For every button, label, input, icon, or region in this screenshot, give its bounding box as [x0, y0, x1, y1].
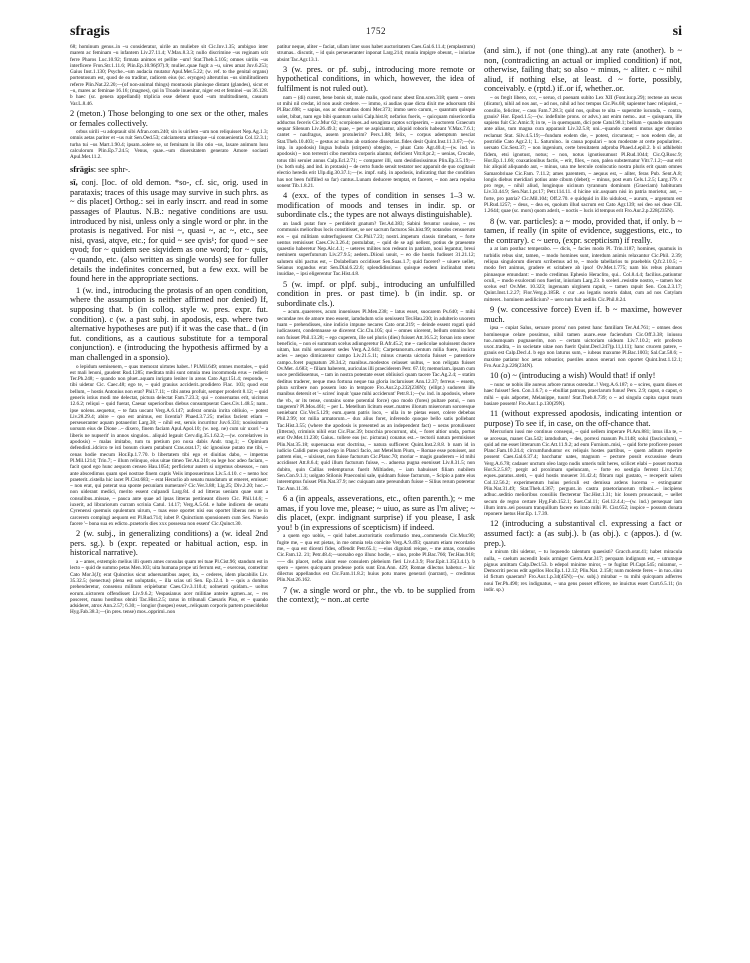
- si-sense-6-definition: 6 a (in appeals, asseverations, etc., often parenth.); ~ me amas, if you love me, please; ~ uiuo, as sure as I'm alive; ~ dis placet, (expr. indignant surprise) if you please, I ask you! b (in expressions of scepticism) if indeed.: [277, 493, 475, 532]
- si-sense-4-citations: an laudi putat fore ~ perdiderit gnatum? Ter.Ad.383; Sabini feruntur uouisse, ~ res communis melioribus locis constitisset, se uer sacrum facturos Sis.hist.99; notandos censuerunt eos ~ qui militiam subterfugissent Cic.Phil.7.23; nostri..impetum classis timebant, ~ forte uentus remisisset Caes.Civ.3.26.4; postulabat, ~ quid de se agi uellent, potius de praesente quaestio haberetur Nep.Alc.4.1; ~ ueteres milites non redeant in patriam, noui legantur, breui neminem superfuturum Liv.27.9.5; aedem..Diioui uouit, ~ eo die hostis fudisset 31.21.12; salutem sibi pactus est, ~ Dolabellam occidisset Sen.Suas.1.7; quid faceret? ~ uiuere uellet, Seianus rogandus erat Sen.Dial.6.22.6; splendidissimus quisque eodem inclinabat metu inuidiae, ~ ipsi eligerentur Tac.Hist.4.8.: [277, 220, 475, 278]
- si-sense-7-definition-continued: (and sim.), if not (one thing)..at any rate (another). b ~ non, (contradicting an actual or implied condition) if not, otherwise, failing that; so also ~ minus, ~ aliter. c ~ nihil aliud, if nothing else, at least. d ~ forte, possibly, conceivably. e (rptd.) if..or if, whether..or.: [484, 46, 682, 94]
- si-sense-1-citations: o lepidum semisenem, ~ quas memorat uirtutes habet..! Pl.Mil.649; omnes mortales, ~ quid est mali lenoni, gaudent Rud.1285; meditata mihi sunt omnia mea incommoda erus ~ redierit Ter.Ph.248; ~ quando non pluet..aquam inrigato leniter in areas Cato Agr.151.4; responde, ~ tibi uidetur Cic. Caec.48; ego te, ~ quid grauius acciderit..prodidero Flac. 103; quod erat bellum, ~ hostis Antonius non erat? Phil.7.11; ~ tibi antea profuit, semper proderit 8.12; ~ quid generis istius modi me delectat, pictura delectat Fam.7.23.3; qui ~ conseruatus erit, uicimus 12.6.2; reliqui ~ quid fuerat, Caesar superioribus diebus consumpserat Caes.Civ.1.48.5; nam.. ipse uolens..sequetur, ~ te fata uocant Verg.A.6.147; auferat omnia inrita obliuio, ~ potest Liv.28.29.4; abire ~ quo est animus, est licentia? Phaed.3.7.25; melius facient etiam ~ perseueranter aquam potauerint Larg.38; ~ nihil est, seruis incurritur Juv.6.331; nouissimum uorsum eius de Dione ..~ dixero, finem faciam Apul.Apol.10; (w. neg. ne) cum uir uxori '~ a liberis ne nupserit' in annos singulos.. aliquid legauit Cerv.dig.35.1.62.2;—(w. correlatives in apodosis) ~ malas imitabo, tum tu pretium pro noxa dabis Andr. trag.1; ~ Opimium defendisti..idcirco te isti bonum ciuem putabunt Cras.orat.17; sic ignouisse putato me tibi, ~ cenas hodie mecum Hor.Ep.1.7.70. b libertatem tibi ego et diuitias dabo, ~ impetras Pl.Mil.1214; Trin.7; ~ illum relinquo, eius uitae timeo Ter.An.210; ea lege hoc adeo faciam, ~ facit quod ego hunc aequom censeo Hau.1054; perficietur autem si urgemus obsessos, ~ non ante abscedimus quam spei nostrae finem captis Veiis imposuerimus Liv.5.4.10. c ~ nemo hoc praeterit..cistella hic iacet Pl.Cist.683; ~ erat Heraclio ab senatu mandatum ut emeret, emisset: ~ non erat, qui poterat sua sponte pecuniam numerare? Cic.Ver.3.88; Lig.25; Div.2.20; hoc..~ non uiderant medici, merito essent culpandi Larg.84. d ad litteras ueniam quae sunt a consulibus..missae, ~ pauca ante quae ad ipsas litteras pertineant dixero Cic. Phil.14.6; ~ iuxerit, ad librariorum curram scrinia Catul. 14.17; Verg.A.5.64. e habe indicem de senatu Cyrenensi quemuis opulentum uirum, ~ tuas esse oportet nisi eas oportet liberas neu te in carcerem compingi aequom est Pl.Rud.714; iubet P. Quinctium sponsionem cum Sex. Naeuio facere '~ bona sua ex edicto..praetoris dies xxx possessa non essent' Cic.Quinct.30.: [70, 363, 268, 527]
- si-sense-2-citations: a ~ ames, extemplo melius illi quem ames consulas quam rei tuae Pl.Cist.96; standum est in lecto ~ quid de summo petas Men.103; uita humana prope uti ferrum est, ~ exerceas, conteritur Cato Mor.3(J); erat Quinctius sicut aduersantibus asper, ita, ~ cederes, idem placabilis Liv. 35.32.5; (senectus) plena est uoluptatis, ~ illa scias uti Sen. Ep.12.4. b ~ quis a domino prehenderetur, consensu militum eripiebatur Caes.Civ.3.110.4; uolnerati quidam..~ uoltus eorum..uictorem offendisset Liv.9.6.2; Vespasianus acer militiae anteire agmen..ac, ~ res posceret, manu hostibus obniti Tac.Hist.2.5; rarus in tribunali Caesaris Piso, et ~ quando adsideret, atrox Ann.2.57; 6.30; ~ longior (hospes) esset,..reliquam corporis partem praecidebat Hyg.Fab.38.3;—(in pres. tense) mos..opprimi..non: [70, 559, 268, 616]
- si-sense-6-citations: a quem ego uobis, ~ quid habet..auctoritatis confirmatio mea,..commendo Cic.Mur.90; fugite me, ~ qua est pietas, in me omnia tela conicite Verg.A.9.493; quarum etiam recordatio me, ~ qua est dicenti fides, offendit Petr.65.1; —eius dignitati reique, ~ me amas, consules Cic.Fam.12. 21; Petr.48.4;—uorsabo ego illunc hodie, ~ uiuo, probe Pl.Bac.766; Ter.Hau.918;—~ dis placet, nefas aiunt esse consulem plebeium fieri Liv.4.3.9; Flor.Epit.1.35(3.4.1). b spero ~ speres quicquam prodesse potis sunt Enn.Ann. 429; Romae dilectus habetur..~ hic dilectus appellandus est Cic.Fam.11.8.2; huius potu mares generari (narrant), ~ credimus Plin.Nat.26.162.: [277, 533, 475, 584]
- si-sense-10-citations: ~ nunc se nobis ille aureus arbore ramus ostendat..! Verg.A.6.187; o ~ scires, quam diues et haec fuisset! Sen. Con.1.6.7; o ~ ebulliat patruus, praeclarum funus! Pers. 2.9; caput, o caput, o mihi ~ quis adportet, Melanippe, tuum! Stat.Theb.8.739; o ~ ad singula capita caput tuum basiare possem! Fro.Aur.1.p.130(29N).: [484, 381, 682, 407]
- si-sense-11-definition: 11 (without expressed apodosis, indicating intention or purpose) To see if, in case, on the off-chance that.: [484, 409, 682, 428]
- running-header: [70, 24, 682, 40]
- entry-si-intro: [70, 178, 268, 284]
- si-sense-5-definition: 5 (w. impf. or plpf. subj., introducing an unfulfilled condition in pres. or past time). b (in indir. sp. or subordinate cls.).: [277, 279, 475, 308]
- si-sense-1-definition: 1 (w. ind., introducing the protasis of an open condition, where the assumption is neither affirmed nor denied) If, supposing that. b (in colloq. style w. pres. expr. fut. condition). c (w. a past subj. in apodosis, esp. where two alternative hypotheses are put) if it was the case that.. d (in fut. conditions, as a cautious substitute for a temporal conjunction). e (introducing the hypothesis affirmed by a man challenged in a sponsio).: [70, 285, 268, 362]
- si-etymology: conj. [loc. of old demon. *so-, cf. sic, orig. used in parataxis; traces of this usage may survive in such phrs. as ~ dis placet] Orthog.: sei in early inscrr. and read in some passages of Plautus. N.B.: negative conditions are usu. introduced by nisi, unless only a single word or phr. in the protasis is negatived. For nisi ~, quasi ~, ac ~, etc., see nisi, qvasi, atqve, etc.; for quid ~ see qvis¹; for quod ~ see qvod; for ~ quidem see siqvidem as one word; for ~ quis, ~ quando, etc. (also written as single words) see for fuller details the indefinites concerned, but a few exx. will be found here in the appropriate sections.: [70, 178, 268, 284]
- si-sense-12-citations: a mirum tibi uidetur, ~ tu loquendo talentum quaesisti? Gracch.orat.41; habet miracula nulla, ~ caelum ascendit Iouis armiger Germ.Arat.317; perquam indignum est, ~ utrumque pignus amittam Calp.Decl.53. b edepol minime miror, ~ te fugitat Pl.Capt.545; miramur, ~ Democriti pecus edit agellos Hor.Ep.1.12.12; Plin.Nat. 2.158; num moleste feres ~ in tuo..sinu id fictum quaeram? Fro.Aur.1.p.34(45N);—(w. subj.) mirabar ~ tu mihi quicquam adferres noui Ter.Ph.490; rex indignatus, ~ una gens posset efficere, ne inuictus esset Curt.6.5.11; (in indir. sp.): [484, 549, 682, 594]
- si-sense-5-citations: ~ acum..quaereres, acum inuenisses Pl.Men.238; ~ latus esset, suocarem Ps.640; ~ mihi secundae res de amore meo essent, iamdudum scio uenissent Ter.Hau.230; in adulterio uxorem tuam ~ prehendisses, sine indicio impune necares Cato orat.219; ~ deinde essent rogati quid iudicassent, condemnasse se dicerent Cic.Clu.105; qui ~ omnes uicerent, bellum omnino hoc non fuisset Phil.13.28; ~ ego cuperem, ille uel pluris (dies) fuisset Att.16.5.2; forsan isto uterer beneficio, ~ non ei summum scelus adiungeretur B.Afr.45.2; me ~ caelicolae uoluissent ducere uitam, has mihi seruassent sedes Verg.A.2.641; Carpetanorum..centum milia fuere, inuicta acies ~ aequo dimicaretur campo Liv.21.5.11; minus cruenta uictoria fuisset ~ patentiore campo..foret pugnatum 28.34.2; manibus..modestos celasset uultus, ~ non religata fuisset Ov.Met. 4.683; ~ filiam haberem, auriculas illi praeciderem Petr. 67.10; memoriam..ipsam cum uoce perdidissemus, ~ tam in nostra potestate esset obliuisci quam tacere Tac.Ag.2.4; ~ statim deditus traderer, neque mea fortuna neque tua gloria inclaruisset Ann.12.37; ferreus ~ essem, plura scribere non possem isto in tempore Fro.Aur.2.p.232(236N); (ellipt.) sudorem ille manibus detersit et '~ scires' inquit 'quae mihi acciderunt' Petr.8.1;—(w. ind. in apodosis, where the vb., or its tense, contains some potential force) quo modo (fores) pultare potui, ~ non tangerem? Pl.Mos.461; ~ per L. Metellum licitum esset..matres illorum miserorum sororesque ueniebant Cic.Ver.5.129; eum..quem patris loco, ~ ulla in te pietas esset, colere debebas Phil.2.99; tot milia armatorum..~ dux alius foret, inferendo quoque bello satis pollebant Tac.Hist.3.55; (where the apodosis is presented as an independent fact) ~ ueras protulissent (litteras), criminis nihil erat Cic.Flac.39; bracchia procurrunt, ubi, ~ foret altior unda, portus erat Ov.Met.11.230; Gaius.. tollere eas (sc. picturas) conatus est..~ tectorii natura permisisset Plin.Nat.35.18; superuacua erat doctrina, ~ natura sufficeret Quint.Inst.2.8.8. b nam id in iudicio Calidi putes quod ego in Planci facio, aut Metellum Pium, ~ Romae esse potuisset, aut patrem eius, ~ uixisset, non fuisse facturum Cic.Planc.70; moriar ~ magis gauderem ~ id mihi accidisset Att.8.6.4; quid illum facturum fuisse, ~.. aduersa pugna euenisset Liv.8.31.5; non dubito, quin Callias redempturus fuerit Miltiaden, ~ iam habuisset filiam nubilem Sen.Con.9.1.1; uolgato Stilonis Praeconini sale, quidnam fuisse facturum, ~ Scipio a patre eius interemptus fuisset Plin.Nat.37.9; nec cuiquam ante pereundum fuisse ~ Silius rerum poteretur Tac.Ann.11.36.: [277, 309, 475, 492]
- sexus-citations-continued: 68; hominum genus..in ~u consideratur, uirile an muliebre sit Cic.Inv.1.35; ambiguo inter marem ac feminam ~u infantem Liv.27.11.4; V.Max.8.3.3; nullo discrimine ~us reginam scit ferre Pharos Luc.10.92; firmata animos et pellite ~um! Stat.Theb.5.105; omnes uirilis ~us interficere Fron.Str.1.11.6; Plin.Ep.10.96(97).9; mulier..quae fugit a ~u, uires amat Juv.6.253; Gaius Inst.1.130; Psyche..~um audacia mutatur Apul.Met.5.22; (w. ref. to the genital organs) portentosum est, quod de ea traditur, radicem eius (sc. erynges) alterutrius ~us similitudinem referre Plin.Nat.22.20;—(of non-animal things) montuosis planisque distant (glandes), sicut et ~u, mares ac feminae 16.16; (magnes), qui in Troade inuenitur, niger est et feminei ~us 36.128. b haec (sc. genera appellandi) triplicia esse debent quod ~um multitudinem, casuum Var.L.8.46.: [70, 44, 268, 107]
- sense-2-citations: orbus uirili ~u adoptauit sibi Afran.com.240; sin is uirilem ~um non reliquisset Nep.Ag.1.3; omnis aetas pariter et ~us ruit Sen.Oed.53; calciamenta utriusque ~ui conuenientia Col.12.3.1; turba tui ~us Mart.1.90.4; ipsam..solere se, ut feminam in illo otio ~us, laxare animum lusu calculorum Plin.Ep.7.24.5; Venus, quae..~um diuersitatem generato Amore sociasti Apul.Met.11.2.: [70, 129, 268, 161]
- column-3: [484, 44, 682, 944]
- si-sense-12-definition: 12 (introducing a substantival cl. expressing a fact or assumed fact): a (as subj.). b (as obj.). c (appos.). d (w. prep.).: [484, 519, 682, 548]
- right-guide-word: si: [672, 24, 682, 39]
- column-1: [70, 44, 268, 944]
- si-sense-7-definition: 7 (w. a single word or phr., the vb. to be supplied from the context); ~ non..at certe: [277, 585, 475, 605]
- si-sense-3-citations: nam ~ (di) curent, bene bonis sit, male malis, quod nunc abest Enn.scen.318; quem ~ orem ut mihi nil credat, id non ausit credere. — immo, si audias quae dicta dixit me aduorsum tibi Pl.Bac.698; ~ sapias, eas ac decumbas domi Mer.373; immo uero carum, ~ quantum quisque uolet, bibat, nam ego bibi quantum uolui Calp.hist.8; nefarius fueris, ~ quicquam misericordia adductus feceris Cic.Mur 62; scorpiones..ad sexaginta captos scripserim, ~ auctorem Graecum sequar Silenum Liv.26.49.3; quae, ~ per se aspiciantur, aliquid roboris habeant V.Max.7.6.1; cantet ~ naufragus, assem protulerim? Pers.1.88; felix, ~ corpus ademptum nesciat Stat.Theb.10.403; ~ gestus ac uultus ab oratione dissentiat..fides desit Quint.Inst.11.3.67;—(w. imp. in apodosis) lingua bubula (stirpem) obtegito, ~ pluat Cato Agr.40.4;—(w. ind. in apodosis) ~ non terrestri cibo membra corporis alantur, deficient Vitr.8.pr.2; ~ uenias, Crocale, totus tibi seruiet annus Calp.Ecl.2.71; ~ comparer illi, sum desidiosissimus Plin.Ep.3.5.19;—(w. both subj. and ind. in protasis) ~ de certo fundo sensit testator nec apparuit de quo cogitauit electio heredis erit Ulp.dig.30.37.1;—(w. impf. subj. in apodosis, indicating that the condition has not been fulfilled so far) cantus..Lunam deducere temptat, et faceret, ~ non aera repulsa sonent Tib.1.8.21.: [277, 94, 475, 189]
- si-sense-2-citations-continued: patitur neque, aliter ~ faciat, ullam inter suos habet auctoritatem Caes.Gal.6.11.4; (emplastrum) strumas.. discutit, ~ id quis perseueranter inponat Larg.214; munia impigre obeunt, ~ iniuriae absint Tac.Agr.13.1.: [277, 44, 475, 63]
- left-guide-word: sfragis: [70, 24, 110, 39]
- si-sense-3-definition: 3 (w. pres. or pf. subj., introducing more remote or hypothetical conditions, in which, however, the idea of fulfilment is not ruled out).: [277, 64, 475, 94]
- si-sense-9-citations: ipsa ~ cupiat Salus, seruare prorsu' non potest hanc familiam Ter.Ad.761; ~ omnes deos hominesque celare possimus, nihil tamen auare..esse faciendum Cic.Off.3.38; iniussu tuo..numquam pugnauerim, non ~ certam uictoriam uideam Liv.7.10.2; erit profecto uxor..tradita, ~ in societate uitae non fuerit Quint.Decl.247(p.11,l.11); hanc crucem patere, ~ grauis est Calp.Decl.4. b ego non laturus sum, ~ iubeas maxume Pl.Bac.1003; Sal.Cat.58.6; ~ maxime patiatur hoc aetas robustior, pueriles annos onerari non oportet Quint.Inst.1.12.1; Fro.Aur.2.p.226(234N).: [484, 325, 682, 370]
- si-sense-7-citations: ~ os fregit libero, ccc, ~ seruo, cl poenam subito Lex XII (Font.iur.p.29); rectene an secus (dicatur), nihil ad nos aut, ~ ad nos, nihil ad hoc tempus Cic.Pis.68; sapienter haec reliquisti, ~ consilio, feliciter, ~ casu Fam.7.28.3; quid nos, quibus te uita ~ superstite iucunda, ~ contra, grauis? Hor. Epod.1.5;—(w. indefinite prons. or advs.) aut enim nemo.. aut ~ quisquam, ille sapiens fuit Cic.Amic.9; in te, ~ in quemquam, dici pote Catul.98.1; bellum ~ quando umquam ante alias, tum magna cura apparauit Liv.32.5.8; uni..~quando canenti mutus ager domino reclamat Stat. Silv.4.5.19;—fundum eodem die, ~ potest, circumeat; ~ non eodem die, at postridie Cato Agr.2.1; L. Saturnino.. in causa populari ~ non moderate at certe populariter.. uersato Cic.Sest.37; ~ non ingenium, certe breuitatem adproba Phaed.4.epil.2. b si adhibebit fidem, etsi ignotust, notus; ~ non, notus ignotissumust Pl.Rud.1044; Cic.Q.Rosc.9; Hor.Ep.1.1.66; coaxationibus factis, ~ erit, filex, ~ non, palea substernatur Vitr.7.1.2;—aut erit hic aliquid aliquando aut, ~ minus, una me hercule conlocutio nostra pluris erit quam omnes Samarobriuae Cic.Fam. 7.11.2; ames parentem, ~ aequus est, ~ aliter, feras Pub. Sent.A.8; longis diebus meridiari potius ante cibum (debet); ~ minus, post eum Cels.1.2.5; Larg.179. c pro rege, ~ nihil aliud, longinquo uicinum tyrannum dominum (Graeciam) habituram Liv.33.44.9; Sen.Nat.1.pr.17; Petr.114.11. d hicine uir..usquam nisi in patria morietur, aut, ~ forte, pro patria? Cic.Mil.104; Off.2.70. e quidquid in illo uidulost, ~ aurum, ~ argentum est Pl.Rud.1257; ~ deus, ~ dea es, quoium illud sacrum est Cato Agr.139; sei deo sei deae CIL 1.2644; quae (sc. mors) quom aderit, ~ noctis ~ lucis id tempus erit Fro.Aur.2.p.228(235N).: [484, 94, 682, 215]
- si-sense-2-definition: 2 (w. subj., in generalizing conditions) a (w. ideal 2nd pers. sg.). b (expr. repeated or habitual action, esp. in historical narrative).: [70, 529, 268, 558]
- sense-2-definition: 2 (meton.) Those belonging to one sex or the other, males or females collectively.: [70, 108, 268, 128]
- xref-entry-sfragis: [70, 165, 268, 175]
- si-sense-9-definition: 9 (w. concessive force) Even if. b ~ maxime, however much.: [484, 305, 682, 324]
- dictionary-columns: [70, 44, 682, 944]
- si-sense-8-definition: 8 (w. var. particles): a ~ modo, provided that, if only. b ~ tamen, if really (in spite of evidence, suggestions, etc., to the contrary). c ~ uero, (expr. scepticism) if really.: [484, 216, 682, 245]
- headword-sfragis: sfrāgis: [70, 164, 94, 174]
- si-sense-4-definition: 4 (exx. of the types of condition in senses 1–3 w. modification of moods and tenses in indir. sp. or subordinate cls.; the types are not always distinguishable).: [277, 191, 475, 220]
- headword-si: sī,: [70, 178, 78, 188]
- si-sense-8-citations: a at iam posthac temperabo. — dicis, ~ facies modo Pl. Trin.1187; homines, quamuis in turbidis rebus sint, tamen, ~ modo homines sunt, interdum animis relaxantur Cic.Phil. 2.39; reliqua singulorum dierum scribemus ad te, ~ modo tabellarios tu praebebis Q.fr.2.10.5; ~ modo fert animus, gradere et scitabere ab ipso! Ov.Met.1.775; nam bis rebus plumam pinnasque emundant: ~ modo credimus Ephesio Heraclito, qui.. Col.8.4.4; facilius..patiuntur oculi, ~ modo exulcerati non fuerint, iniuriam Larg.23. b sceleri..resistite nostro, ~ tamen hoc scelus est! Ov.Met. 10.323; ingenuam uirginem rapuit, ~ tamen rapuit Sen. Con.2.3.17; Quint.Inst.1.2.27; Flor.Verg.p.185R. c cur ..ea legatis nostris dabat, cum ad nos Cotylam mitteret.. hominem aedilicium? ~ uero tum fuit aedilis Cic.Phil.8.24.: [484, 246, 682, 303]
- column-2: [277, 44, 475, 944]
- xref-target: : see sphr-.: [93, 164, 131, 174]
- si-sense-11-citations: Mercurium iussi me continuo consequi, ~ quid uellem imperare Pl.Am.881; intus illa te, ~ se arcessas, manet Cas.542; iamdudum, ~ des, porrexi manum Ps.1148; solui (fasciculum), ~ quid ad me esset litterarum Cic.Att.11.9.2; ad eum Furnium..misi, ~ quid forte proficere posset Planc.Fam.10.24.4; circumfunduntur ex reliquis hostes partibus, ~ quem aditum reperire possent Caes.Gal.6.37.4; bacchatur uates, magnum ~ pectore possit excussisse deum Verg.A.6.78; cadauer unctum oleo largo nudis umeris tulit heres, scilicet elabi ~ posset mortua Hor.S.2.5.87; pergit ad proximam speluncam, ~ forte eo uestigia ferrent Liv.1.7.6; eques..paratus..stetit, ~ quid hostis moueret 31.42.4; fibram rapi gustato, ~ receperit salem Col.12.56.2; experimentum huius periculi est demissa ardens lucerna ~ extinguatur Plin.Nat.31.49; Stat.Theb.4.367; pergunt..in castra praetorianorum tribuni..~ incipiens adhuc..seditio melioribus consiliis flecteretur Tac.Hist.1.31; hic Iouem prouocauit, ~ uellet secum de regno certare Hyg.Fab.152.1; Suet.Cal.11; Gel.12.4.4;—(w. ind.) persequar iam illum intro..sei possum tranquillum facere ex irato mihi Pl. Cist.652; inspice ~ possum donata reponere laetus Hor.Ep. 1.7.39.: [484, 429, 682, 518]
- si-sense-10-definition: 10 (o) ~ (introducing a wish) Would that! if only!: [490, 371, 656, 381]
- page-number: 1752: [366, 26, 386, 36]
